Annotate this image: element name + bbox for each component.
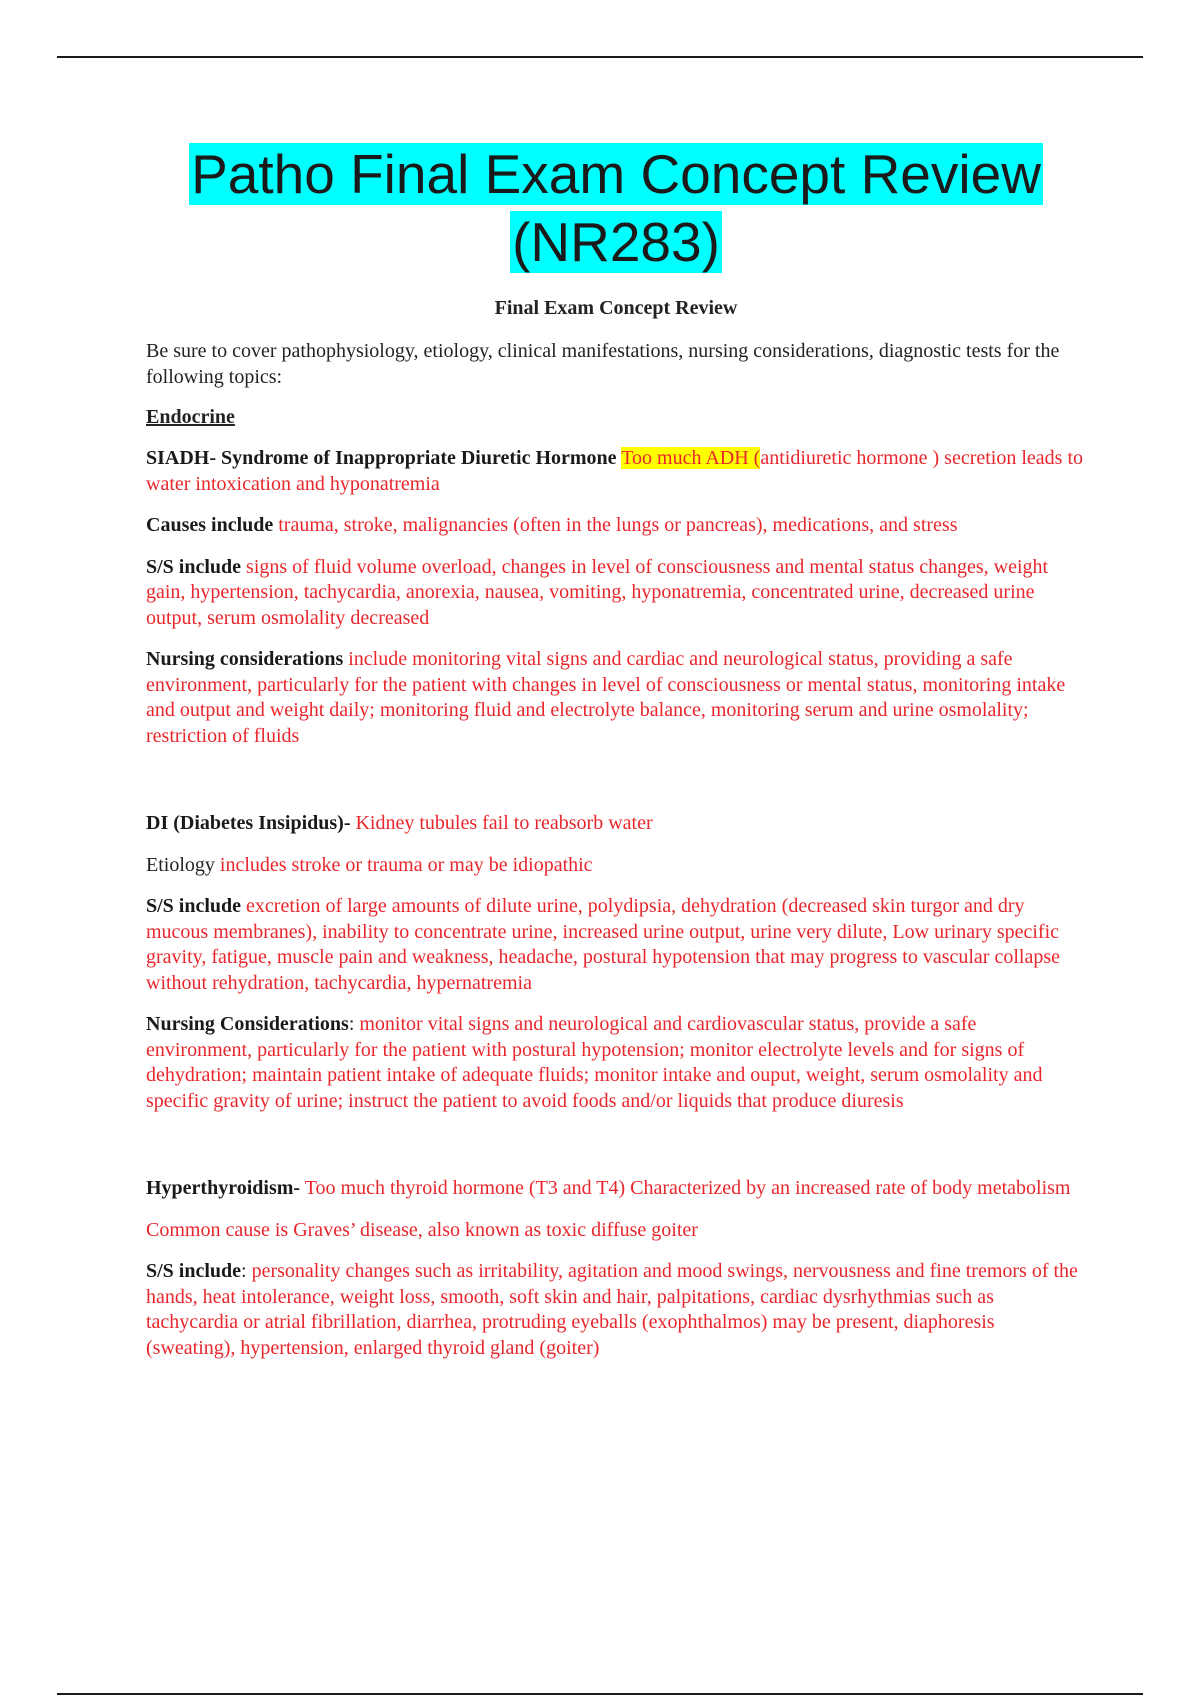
hyper-ss-text: personality changes such as irritability, agitation and mood swings, nervousness and fine tremors of the hands, heat intolerance, weight loss, smooth, soft skin and hair, palpitations, cardiac dysrhythmias such as tachycardia or atrial fibrillation, diarrhea, protruding eyeballs (exophthalmos) may be present, diaphoresis (sweating), hypertension, enlarged thyroid gland (goiter): [146, 1260, 1078, 1359]
hyperthyroidism-signs-symptoms: [146, 1259, 1086, 1361]
hyper-ss-colon: :: [241, 1260, 247, 1282]
siadh-definition: [146, 446, 1086, 497]
title-line-2: (NR283): [512, 211, 720, 273]
siadh-causes-text: trauma, stroke, malignancies (often in the lungs or pancreas), medications, and stress: [278, 514, 958, 536]
siadh-heading: SIADH- Syndrome of Inappropriate Diuretic Hormone: [146, 447, 617, 469]
siadh-nursing-considerations: [146, 647, 1086, 749]
siadh-causes-label: Causes include: [146, 514, 274, 536]
hyper-cause-text: Common cause is Graves’ disease, also known as toxic diffuse goiter: [146, 1218, 698, 1241]
di-heading: DI (Diabetes Insipidus)-: [146, 812, 351, 834]
di-nc-colon: :: [348, 1013, 355, 1035]
section-heading-endocrine: Endocrine: [146, 406, 235, 428]
siadh-signs-symptoms: [146, 555, 1086, 632]
subtitle: Final Exam Concept Review: [494, 297, 738, 319]
di-ss-text: excretion of large amounts of dilute urine, polydipsia, dehydration (decreased skin turgor and dry mucous membranes), inability to concentrate urine, increased urine output, urine very dilute, Low urinary specific gravity, fatigue, muscle pain and weakness, headache, postural hypotension that may progress to vascular collapse without rehydration, tachycardia, hypernatremia: [146, 895, 1060, 994]
siadh-ss-text: signs of fluid volume overload, changes in level of consciousness and mental status changes, weight gain, hypertension, tachycardia, anorexia, nausea, vomiting, hyponatremia, concentrated urine, decreased urine output, serum osmolality decreased: [146, 555, 1049, 629]
top-rule: [57, 56, 1143, 58]
hyperthyroidism-cause: [146, 1218, 1086, 1244]
bottom-rule: [57, 1693, 1143, 1695]
siadh-highlight: Too much ADH (: [621, 447, 761, 469]
siadh-nc-label: Nursing considerations: [146, 648, 344, 670]
siadh-ss-label: S/S include: [146, 555, 242, 578]
hyper-ss-label: S/S include: [146, 1260, 242, 1282]
document-page: [146, 140, 1086, 1361]
title-line-1: Patho Final Exam Concept Review: [191, 143, 1041, 205]
di-def-text: Kidney tubules fail to reabsorb water: [355, 812, 653, 834]
siadh-nc-text: include monitoring vital signs and cardiac and neurological status, providing a safe environment, particularly for the patient with changes in level of consciousness or mental status, monitoring intake and output and weight daily; monitoring fluid and electrolyte balance, monitoring serum and urine osmolality; restriction of fluids: [146, 648, 1066, 747]
di-ss-label: S/S include: [146, 895, 242, 917]
page-title: [146, 140, 1086, 276]
di-signs-symptoms: [146, 894, 1086, 996]
di-nc-text: monitor vital signs and neurological and cardiovascular status, provide a safe environment, particularly for the patient with postural hypotension; monitor electrolyte levels and for signs of dehydration; maintain patient intake of adequate fluids; monitor intake and ouput, weight, serum osmolality and specific gravity of urine; instruct the patient to avoid foods and/or liquids that produce diuresis: [146, 1013, 1043, 1112]
siadh-causes: [146, 513, 1086, 539]
hyper-def-text: Too much thyroid hormone (T3 and T4) Characterized by an increased rate of body metabolism: [304, 1177, 1071, 1199]
di-nursing-considerations: [146, 1012, 1086, 1114]
di-nc-label: Nursing Considerations: [146, 1013, 349, 1035]
di-etiology: [146, 853, 1086, 879]
hyperthyroidism-definition: [146, 1176, 1086, 1202]
hyper-heading: Hyperthyroidism-: [146, 1177, 301, 1199]
intro-text: Be sure to cover pathophysiology, etiology, clinical manifestations, nursing considerations, diagnostic tests for the following topics:: [146, 340, 1060, 388]
di-etiology-label: Etiology: [146, 853, 215, 876]
di-etiology-text: includes stroke or trauma or may be idiopathic: [219, 853, 593, 876]
di-definition: [146, 811, 1086, 837]
siadh-def-text: antidiuretic hormone ) secretion leads to water intoxication and hyponatremia: [146, 447, 1084, 495]
